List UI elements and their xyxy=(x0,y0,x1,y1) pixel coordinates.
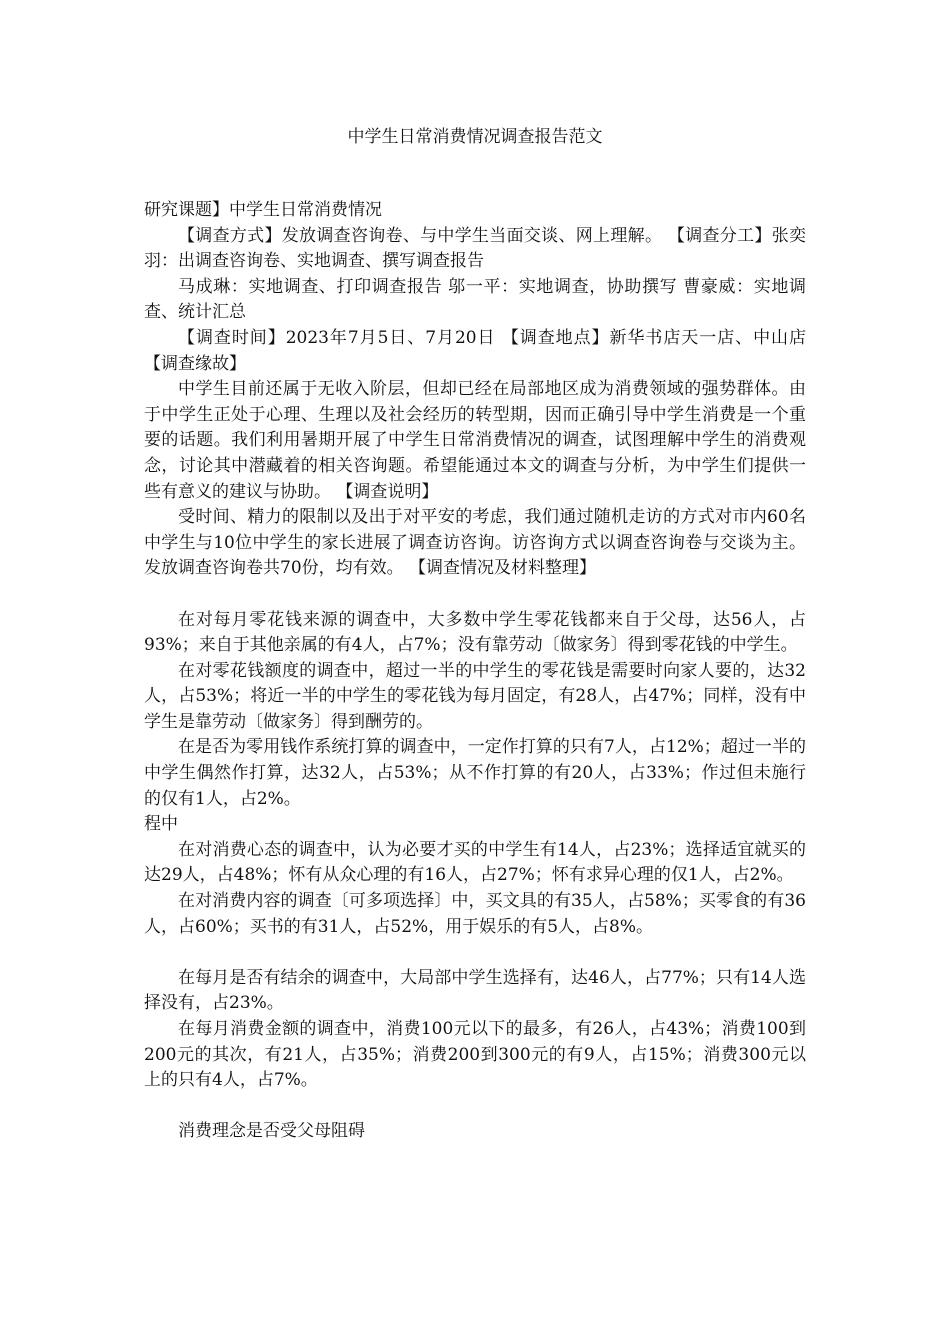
survey-time-place-paragraph: 【调查时间】2023年7月5日、7月20日 【调查地点】新华书店天一店、中山店 【调查缘故】 xyxy=(144,327,806,374)
research-topic-paragraph: 研究课题】中学生日常消费情况 xyxy=(144,200,382,220)
survey-reason-paragraph: 中学生目前还属于无收入阶层，但却已经在局部地区成为消费领域的强势群体。由于中学生正处于心理、生理以及社会经历的转型期，因而正确引导中学生消费是一个重要的话题。我们利用暑期开展了中学生日常消费情况的调查，试图理解中学生的消费观念，讨论其中潜藏着的相关咨询题。希望能通过本文的调查与分析，为中学生们提供一些有意义的建议与协助。 【调查说明】 xyxy=(144,379,806,502)
document-title: 中学生日常消费情况调查报告范文 xyxy=(347,127,603,147)
budget-planning-paragraph: 在是否为零用钱作系统打算的调查中，一定作打算的只有7人，占12%；超过一半的中学生偶然作打算，达32人，占53%；从不作打算的有20人，占33%；作过但未施行的仅有1人，占2%。 xyxy=(144,737,806,809)
consumption-content-paragraph: 在对消费内容的调查〔可多项选择〕中，买文具的有35人，占58%；买零食的有36人，占60%；买书的有31人，占52%，用于娱乐的有5人，占8%。 xyxy=(144,891,806,937)
monthly-spending-paragraph: 在每月消费金额的调查中，消费100元以下的最多，有26人，占43%；消费100到200元的其次，有21人，占35%；消费200到300元的有9人，占15%；消费300元以上的只有4人，占7%。 xyxy=(144,1019,806,1091)
document-body xyxy=(144,198,806,1145)
division-of-work-paragraph: 马成琳：实地调查、打印调查报告 邬一平：实地调查，协助撰写 曹豪威：实地调查、统计汇总 xyxy=(144,276,806,323)
survey-method-paragraph: 【调查方式】发放调查咨询卷、与中学生当面交谈、网上理解。 【调查分工】张奕羽：出调查咨询卷、实地调查、撰写调查报告 xyxy=(144,225,806,272)
blank-line xyxy=(144,1094,806,1120)
fragment-text: 程中 xyxy=(144,814,178,835)
consumption-mindset-paragraph: 在对消费心态的调查中，认为必要才买的中学生有14人，占23%；选择适宜就买的达29人，占48%；怀有从众心理的有16人，占27%；怀有求异心理的仅1人，占2%。 xyxy=(144,839,806,886)
pocket-money-amount-paragraph: 在对零花钱额度的调查中，超过一半的中学生的零花钱是需要时向家人要的，达32人，占53%；将近一半的中学生的零花钱为每月固定，有28人，占47%；同样，没有中学生是靠劳动〔做家务〕得到酬劳的。 xyxy=(144,660,806,732)
monthly-surplus-paragraph: 在每月是否有结余的调查中，大局部中学生选择有，达46人，占77%；只有14人选择没有，占23%。 xyxy=(144,967,806,1014)
blank-line xyxy=(144,582,806,608)
survey-description-paragraph: 受时间、精力的限制以及出于对平安的考虑，我们通过随机走访的方式对市内60名中学生与10位中学生的家长进展了调查访咨询。访咨询方式以调查咨询卷与交谈为主。发放调查咨询卷共70份，均有效。 【调查情况及材料整理】 xyxy=(144,507,806,579)
pocket-money-source-paragraph: 在对每月零花钱来源的调查中，大多数中学生零花钱都来自于父母，达56人，占93%；来自于其他亲属的有4人，占7%；没有靠劳动〔做家务〕得到零花钱的中学生。 xyxy=(144,609,806,656)
blank-line xyxy=(144,940,806,966)
parental-influence-heading: 消费理念是否受父母阻碍 xyxy=(178,1121,365,1142)
